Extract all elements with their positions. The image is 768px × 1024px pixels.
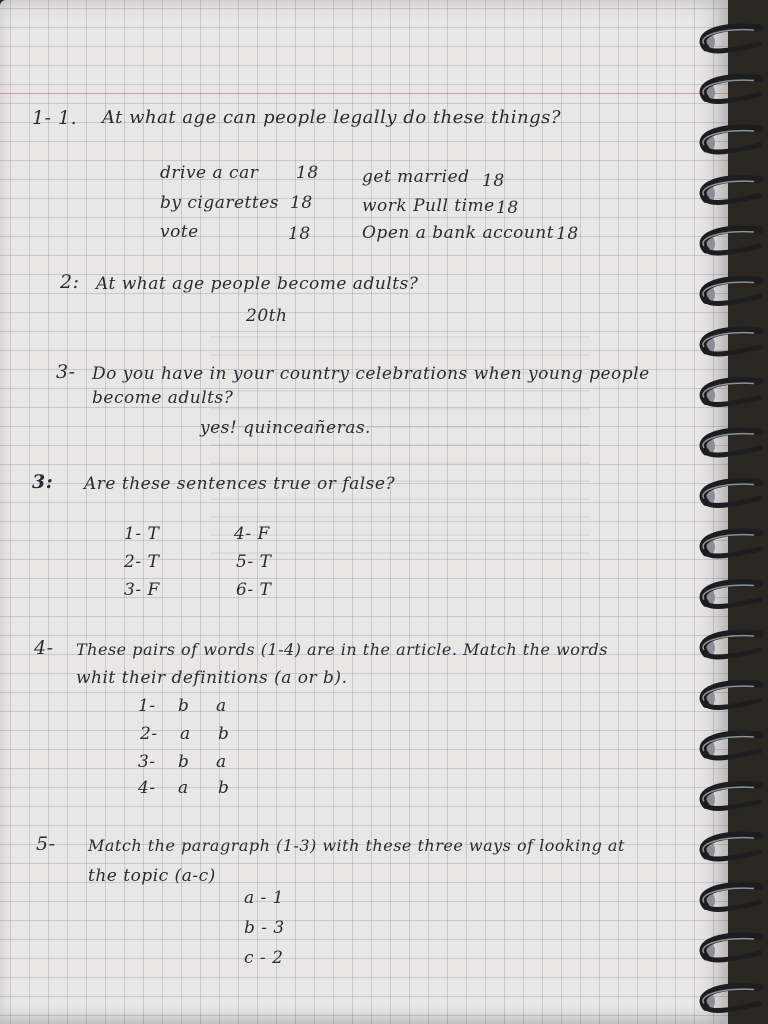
spiral-coil [701,330,760,354]
spiral-coil [701,734,760,758]
q1-item-1-label: drive a car [160,163,259,183]
q4-row-4-second: b [218,778,230,798]
q3-question-line-1: Do you have in your country celebrations when young people [92,364,650,384]
q4-row-1-first: b [178,696,190,716]
q5-question-line-1: Match the paragraph (1-3) with these three ways of looking at [88,836,625,855]
q1-item-6-value: 18 [556,224,579,244]
q2-question: At what age people become adults? [96,274,419,294]
q4-row-1-second: a [216,696,227,716]
spiral-coil [701,633,760,657]
spiral-coil [701,987,760,1011]
q1-item-6-label: Open a bank account [362,223,555,243]
q3b-answer-1: 1- T [124,524,160,544]
q5-number: 5- [36,833,56,855]
q4-question-line-1: These pairs of words (1-4) are in the article. Match the words [76,640,608,659]
q3b-answer-3: 3- F [124,580,160,600]
q3b-question: Are these sentences true or false? [84,474,396,494]
q1-item-5-value: 18 [496,198,519,218]
spiral-binding-icon [690,0,768,1024]
spiral-coil [701,280,760,304]
q4-row-2-second: b [218,724,230,744]
spiral-coil [701,583,760,607]
spiral-coil [701,179,760,203]
q5-answer-2: b - 3 [244,918,285,938]
q3b-answer-5: 5- T [236,552,272,572]
spiral-coil [701,78,760,102]
q1-item-4-label: get married [362,167,470,187]
q3-number: 3- [56,361,76,383]
red-margin-line [0,93,728,94]
q3b-answer-4: 4- F [234,524,270,544]
spiral-coil [701,886,760,910]
q3b-number: 3: [32,471,54,493]
spiral-coil [701,27,760,51]
q3-answer: yes! quinceañeras. [200,418,371,438]
q1-item-3-value: 18 [288,224,311,244]
q1-item-2-value: 18 [290,193,313,213]
q4-row-4-number: 4- [138,778,156,798]
q4-row-2-first: a [180,724,191,744]
q4-row-3-second: a [216,752,227,772]
q4-row-2-number: 2- [140,724,158,744]
q1-item-4-value: 18 [482,171,505,191]
q5-answer-1: a - 1 [244,888,285,908]
q1-question: At what age can people legally do these things? [102,107,562,128]
q1-item-2-label: by cigarettes [160,193,280,213]
q3b-answer-2: 2- T [124,552,160,572]
q4-row-3-number: 3- [138,752,156,772]
spiral-coil [701,128,760,152]
q1-item-1-value: 18 [296,163,319,183]
spiral-coil [701,835,760,859]
q1-number: 1- 1. [32,107,78,129]
q5-question-line-2: the topic (a-c) [88,866,216,886]
spiral-coil [701,482,760,506]
spiral-coil [701,684,760,708]
q5-answer-3: c - 2 [244,948,284,968]
spiral-coil [701,532,760,556]
spiral-coil [701,381,760,405]
spiral-coil [701,229,760,253]
spiral-coil [701,785,760,809]
q4-question-line-2: whit their definitions (a or b). [76,668,348,688]
q4-row-3-first: b [178,752,190,772]
q4-row-4-first: a [178,778,189,798]
q4-number: 4- [34,637,54,659]
spiral-coil [701,936,760,960]
q4-row-1-number: 1- [138,696,156,716]
q2-answer: 20th [246,306,288,326]
spiral-coil [701,431,760,455]
q3b-answer-6: 6- T [236,580,272,600]
q3-question-line-2: become adults? [92,388,234,408]
q2-number: 2: [60,271,80,293]
q1-item-3-label: vote [160,222,199,242]
q1-item-5-label: work Pull time [362,196,495,216]
